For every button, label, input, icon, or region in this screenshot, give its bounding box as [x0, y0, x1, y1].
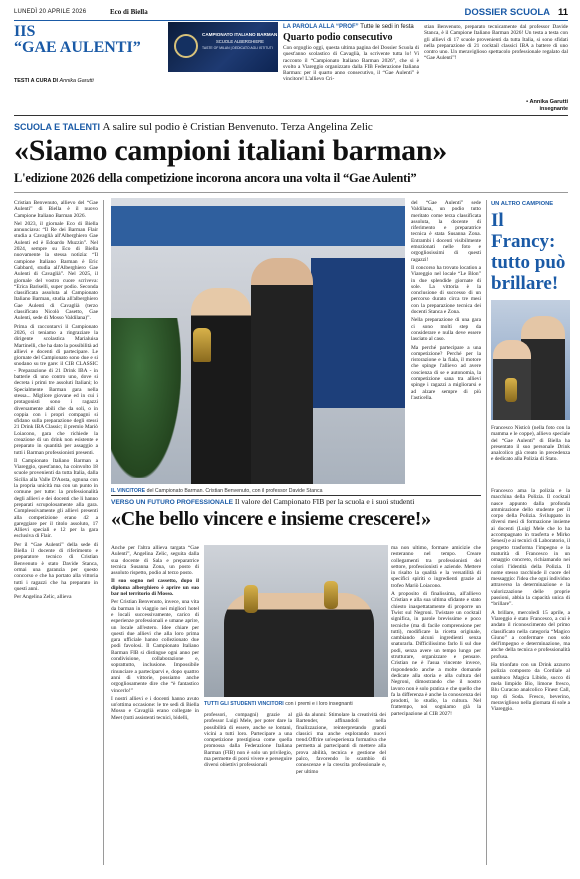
side-signature-role: insegnante [539, 106, 568, 112]
side-kicker-label: LA PAROLA ALLA “PROF” [283, 24, 359, 30]
header-page-number: 11 [557, 7, 568, 18]
second-headline: «Che bello vincere e insieme crescere!» [111, 508, 431, 530]
winner-photo-caption [111, 488, 405, 494]
subhead-rule [14, 192, 568, 193]
paragraph: Ma perché partecipare a una competizione? Perché per la ristorazione e la fiala, il motore che spinge l'allievo ad avere coscienza di se e autonomia, la competizione sana tra allievi spinge i ragazzi a migliorarsi e ad alzare sempre di più l'asticella. [411, 344, 481, 401]
trophy-icon [193, 328, 211, 362]
paragraph: Nel 2023, il giornale Eco di Biella annunciava: “Il Re dei Barman Flair studia a Cavaglià all'Alberghiero Gae Aulenti ed è Edoardo Muzzin”. Nel 2024, sempre su Eco di Biella nuovamente la stessa notizia: “Il campione Italiano Barman è Eric Gabbard, studia all'Alberghiero Gae Aulenti di Cavaglià”. Nel 2025, il giornale del vostro cuore scriveva: “Erica Bariselli, super podio. Seconda classificata assoluta al Campionato Italiano Barman, studia all'alberghiero Gae Aulenti di Cavaglià (terzo classificato Nicolò Casetto, Gae Aulenti, sede di Mosso Valdilana)”. [14, 220, 98, 322]
sidebar-headline: Il Francy: tutto può brillare! [491, 210, 566, 294]
column-divider [486, 200, 487, 865]
main-kicker [14, 121, 373, 133]
second-column-1 [111, 545, 199, 723]
upper-rule [14, 115, 568, 116]
badge-line-1: CAMPIONATO ITALIANO BARMAN [202, 32, 278, 37]
main-subhead: L'edizione 2026 della competizione incorona ancora una volta il “Gae Aulenti” [14, 171, 417, 185]
paragraph: Per il “Gae Aulenti” della sede di Biella il docente di riferimento e preparatore tecnico di Cristian Benvenuto è stato Davide Stanca, ormai una garanzia per questo concorso e che ha portato alla vittoria tutti i ragazzi che ha preparato in questi anni. [14, 541, 98, 592]
paragraph: Per Angelina Zelic, allieva [14, 594, 72, 601]
second-column-4 [391, 545, 481, 719]
second-kicker-label: VERSO UN FUTURO PROFESSIONALE [111, 499, 233, 506]
badge-line-2: SCUOLE ALBERGHIERE [216, 39, 264, 44]
paragraph: Ha trionfato con un Drink azzurro polizia composto da Cordiale al sambuco Magica Libido, succo di mela limpido Bio, limone fresco, Blu Curacao analcolico Finest Call, top di Soda. Fresco, beverino, meraviglioso nella giornata di sole a Viareggio. [491, 662, 570, 713]
group-caption-label: TUTTI GLI STUDENTI VINCITORI [204, 701, 284, 707]
header-date: LUNEDÌ 20 APRILE 2026 [14, 9, 87, 15]
paragraph: A proposito di finalissima, all'allievo Cristian e alla sua ultima sfidante e stato chiesto inaspettatamente di proporre un Twist sul Negroni. Twistare un cocktail significa, in parole brevissime e poco tecniche (ma di facile comprensione per tutti), modificare la ricetta originale, cambiando alcuni ingredienti senza snaturarla. Difficilissimo farlo li sul due podi, senza avere un tempo lungo per strutturare, organizzare e pensare. Cristian ne è l'asua vincente invece, rispondendo anche a molte domande dedicate alla storia e alla cultura del Negroni, dimostrando che il nostro lavoro non è solo pratica e che quello che fa la differenza è anche la conoscenza dei prodotti, lo studio, la cultura. Nel frattempo, noi sogniamo già la partecipazione al CIB 2027! [391, 591, 481, 717]
second-rule [111, 495, 481, 496]
winner-caption-text: del Campionato Barman. Cristian Benvenuto, con il professor Davide Stanca [146, 488, 323, 494]
header-rule [14, 20, 568, 21]
paragraph: Il Campionato Italiano Barman a Viareggio, quest'anno, ha coinvolto 18 scuole provenienti da tutta Italia, dalla Sicilia alla Valle D'Aosta, ognuna con la propria unicità ma con un punto in comune per tutte: la professionalità degli allievi e dei docenti che li hanno preparati scrupolosamente alla gara. Complessivamente gli allievi presenti alla competizione erano 42 a gareggiare per il titolo assoluto, 17 Allievi speciali e 12 per la gara esclusiva di Flair. [14, 457, 98, 540]
side-kicker-rest: Tutte le sedi in festa [360, 24, 414, 30]
paragraph: Prima di raccontarvi il Campionato 2026, ci teniamo a ringraziare la dirigente scolastica Marialuisa Martinelli, che ha dato la possibilità ad allievi e docenti di partecipare. Le giornate del Campionato sono due e si snodano su tre gare: il CIB CLASSIC - Preparazione di 21 Drink IBA - in batterie di uno contro uno, dove si decreta i primi tre assoluti Italiani; lo Specialmente Barman gara nella stessa... Migliore giovane ed in cui i protagonisti sono i ragazzi diversamente abili che da soli, o in coppia con i propri compagni si sfidano sulla preparazione degli stessi 21 Drink IBA Classic; il premio Mariò Loiacono, gara che richiede la creazione di un drink non esistente e preparato in quantità per assaggio a tutti i Barman professionisti presenti. [14, 323, 98, 456]
main-column-2 [411, 200, 481, 403]
paragraph: professori, compagni) grazie al professor Luigi Mele, per poter dare la possibilità di essere, anche se lontani, vicini a tutti loro. Partecipare a una competizione prestigiosa come quella promossa dalla Federazione Italiana Barman (FIB) non è solo un privilegio, ma permette di porsi vivere e perseguire diversi obiettivi professionali [204, 712, 292, 769]
paragraph: Nella preparazione di una gara ci sono molti step da considerare e nulla deve essere lasciato al caso. [411, 317, 481, 343]
byline-name: Annika Garutti [59, 78, 94, 84]
second-kicker-rest: Il valore del Campionato FIB per la scuola e i suoi studenti [234, 497, 415, 506]
group-caption-text: con i premi e i loro insegnanti [285, 701, 353, 707]
trophy-icon [244, 585, 258, 613]
paragraph: Il concorso ha trovato location a Viareggio nel locale “Le Blon” in due splendide giornate di sole. La vittoria è la conclusione di successo di un percorso durato circa tre mesi con la preparazione tecnica dei docenti Stanca e Zona. [411, 264, 481, 316]
paragraph: Anche per l'altra allieva targata “Gae Aulenti”, Angelina Zelic, seguita dalla sua docente di Sala e preparatrice tecnica Susanna Zona, un posto di assoluto rispetto, podio al terzo posto. [111, 545, 199, 577]
column-divider [103, 200, 104, 865]
paragraph: del “Gae Aulenti” sede Valdilana, un podio tutto meritato come terza classificata assoluta, la docente di riferimento e preparatrice tecnica è stata Susanna Zona. Entrambi i docenti visibilmente emozionati nelle foto e orgogliosissimi di questi ragazzi! [411, 200, 481, 263]
byline [14, 78, 94, 84]
sidebar-kicker: UN ALTRO CAMPIONE [491, 201, 554, 207]
main-kicker-label: SCUOLA E TALENTI [14, 122, 100, 132]
group-photo-caption [204, 701, 394, 707]
trophy-icon [505, 378, 517, 402]
header-paper: Eco di Biella [110, 8, 148, 16]
badge-line-3: TASTE OF MILAN | DEDICATO AGLI ISTITUTI [202, 46, 273, 50]
trophy-icon [324, 581, 338, 609]
second-column-2 [204, 712, 292, 771]
second-column-3 [296, 712, 386, 777]
header-section: DOSSIER SCUOLA [464, 7, 550, 18]
school-name-line-1: IIS [14, 23, 36, 40]
side-title: Quarto podio consecutivo [283, 32, 393, 43]
paragraph: Cristian Benvenuto, allievo del “Gae Aulenti” di Biella è il nuovo Campione Italiano Barman 2026. [14, 200, 98, 219]
banner-image [311, 258, 405, 408]
main-column-1 [14, 200, 98, 602]
main-headline: «Siamo campioni italiani barman» [14, 134, 447, 167]
paragraph: ma non ultimo, formare amicizie che resteranno nel tempo. Creare collegamenti tra professionisti del settore, professionisti e aziende. Mettere in risalto la qualità e la versatilità di specifici spiriti o ingredienti grazie al trofeo Mariò Loiacono. [391, 545, 481, 589]
winner-person-image [191, 288, 251, 484]
paragraph: A brillare, mercoledì 15 aprile, a Viareggio è stato Francesco, a cui è andato il riconoscimento del primo classificato nella categoria “Magico Giuno” a confermare non solo dell'impegno e determinazione, ma anche della tecnica e professionalità profusa. [491, 609, 570, 660]
lebon-sign-image [111, 206, 405, 246]
paragraph: Francesco ama la polizia e la macchina della Polizia. Il cocktail nasce appunto dalla profonda ammirazione dello studente per il corpo della Polizia. Sviluppato in diversi mesi di formazione insieme ai docenti (Luigi Mele che lo ha accompagnato in trasferta e Mirko Senesi) e ai tecnici di Laboratorio, il progetto trasforma l'impegno e la maturità di Francesco in un omaggio concreto, richiamando nei colori l'identità della Polizia. Il nome stesso racchiude il cuore del messaggio: l'idea che ogni individuo attraverso la determinazione e la valorizzazione delle proprie passioni, abbia la capacità unica di “brillare”. [491, 488, 570, 608]
sidebar-photo [491, 300, 570, 420]
side-column-1: Con orgoglio oggi, questa ultima pagina del Dossier Scuola di quest'anno scolastico di Cavaglià, la scrivente tutta lo! Vi racconto il “Campionato Italiano Barman 2026”, che si è svolto a Viareggio organizzato dalla FIB Federazione Italiana Barman: per il quarto anno consecutivo, il “Gae Aulenti” è vincitore! L'allievo Cri- [283, 45, 419, 83]
group-photo [204, 545, 388, 697]
paragraph: Il suo sogno nel cassetto, dopo il diploma alberghiero è aprire un suo bar nel territorio di Mosso. [111, 578, 199, 598]
winner-photo [111, 198, 405, 484]
school-name-line-2: “GAE AULENTI” [14, 39, 141, 56]
palm-plant-image [111, 318, 181, 478]
main-kicker-rest: A salire sul podio è Cristian Benvenuto. Terza Angelina Zelic [102, 121, 373, 133]
side-signature: • Annika Garutti [526, 99, 568, 105]
championship-badge-image [168, 22, 278, 72]
paragraph: I nostri allievi e i docenti hanno avuto un'ottima occasione: le tre sedi di Biella Mosso e Cavaglià erano collegate in Meet (tutti assistenti tecnici, bidelli, [111, 695, 199, 721]
fib-logo-icon [174, 34, 198, 58]
sidebar-caption: Francesco Nisticò (nella foto con la mamma e le coppe), allievo speciale del “Gae Aulenti” di Biella ha presentato il suo personale Drink analcolico già creato in precedenza e dedicato alla Polizia di Stato. [491, 425, 570, 463]
sidebar-body [491, 488, 570, 714]
paragraph: Per Cristian Benvenuto, invece, una vita da barman in viaggio nei migliori hotel e locali successivamente, carico di esperienze professionali e umane aprire, un locale all'estero. Idee chiare per questi due allievi che alla loro prima gara ufficiale hanno collezionato due podi favolosi. Il Campionato Italiano Barman FIB si distingue ogni anno per condivisione, collaborazione e, soprattutto, inclusione. Impossibile rinunciare a parteciparvi e, dopo quattro anni di vittorie, possiamo anche orgogliosamente dire che “è fantastico vincerlo!” [111, 599, 199, 694]
side-kicker [283, 24, 414, 30]
teacher-person-image [251, 258, 313, 484]
page-header [14, 6, 568, 20]
side-column-2: stian Benvenuto, preparato tecnicamente dal professor Davide Stanca, è il Campione Italiano Barman 2026! Un testa a testa con gli allievi di 17 scuole provenienti da tutta Italia, si sono sfidati nella preparazione di 21 cocktail classici IBA a battere di uno contro uno. Un meraviglioso spettacolo professionale regalato dal “Gae Aulenti”! [424, 24, 568, 62]
winner-caption-label: IL VINCITORE [111, 488, 146, 494]
paragraph: già da alunni: Stimolare la creatività dei Bartender, affinandoli nella finalizzazione, reinterpretando grandi classici ma anche esplorando nuovi trend.Offrire un'esperienza formativa che permetta ai partecipanti di mettere alla prova abilità, tecnica e gestione del palco, favorendo lo scambio di conoscenze e la crescita professionale e, per ultimo [296, 712, 386, 775]
second-kicker [111, 497, 483, 506]
byline-label: TESTI A CURA DI [14, 78, 59, 84]
